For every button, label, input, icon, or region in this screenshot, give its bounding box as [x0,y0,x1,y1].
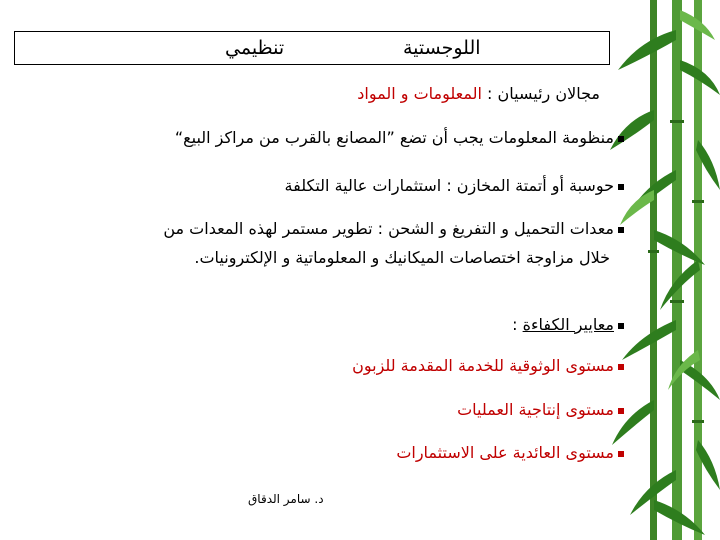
bullet-square-icon [618,184,624,190]
domains-red: المعلومات و المواد [357,84,482,103]
criteria-heading [512,315,624,334]
criteria-item-1 [352,356,624,375]
bullet-square-icon [618,451,624,457]
criteria-item-3 [396,443,624,462]
bullet-square-icon [618,364,624,370]
criteria-item-2 [457,400,624,419]
criteria-item-3-text: مستوى العائدية على الاستثمارات [396,443,614,462]
bullet-3-continuation-text: خلال مزاوجة اختصاصات الميكانيك و المعلوماتية و الإلكترونيات. [194,248,610,267]
bullet-square-icon [618,136,624,142]
criteria-item-2-text: مستوى إنتاجية العمليات [457,400,614,419]
domains-lead: مجالان رئيسيان : [487,84,600,103]
bullet-1-text: منظومة المعلومات يجب أن تضع ”المصانع بالقرب من مراكز البيع“ [174,128,614,147]
title-box [14,31,610,65]
bullet-square-icon [618,408,624,414]
bullet-3-continuation [194,248,610,267]
title-word-organizational: تنظيمي [225,37,285,59]
footer-author: د. سامر الدقاق [248,492,324,506]
bullet-3 [163,219,624,238]
criteria-item-1-text: مستوى الوثوقية للخدمة المقدمة للزبون [352,356,614,375]
bullet-2-text: حوسبة أو أتمتة المخازن : استثمارات عالية التكلفة [284,176,614,195]
criteria-heading-text: معايير الكفاءة [522,315,614,334]
title-word-logistics: اللوجستية [403,37,481,59]
domains-line [357,84,600,103]
bullet-2 [285,176,624,195]
bullet-square-icon [618,323,624,329]
bullet-square-icon [618,227,624,233]
bamboo-decoration [610,0,720,540]
bullet-1 [175,128,624,147]
bullet-3-text: معدات التحميل و التفريغ و الشحن : تطوير مستمر لهذه المعدات من [163,219,614,238]
criteria-heading-colon: : [512,315,523,334]
